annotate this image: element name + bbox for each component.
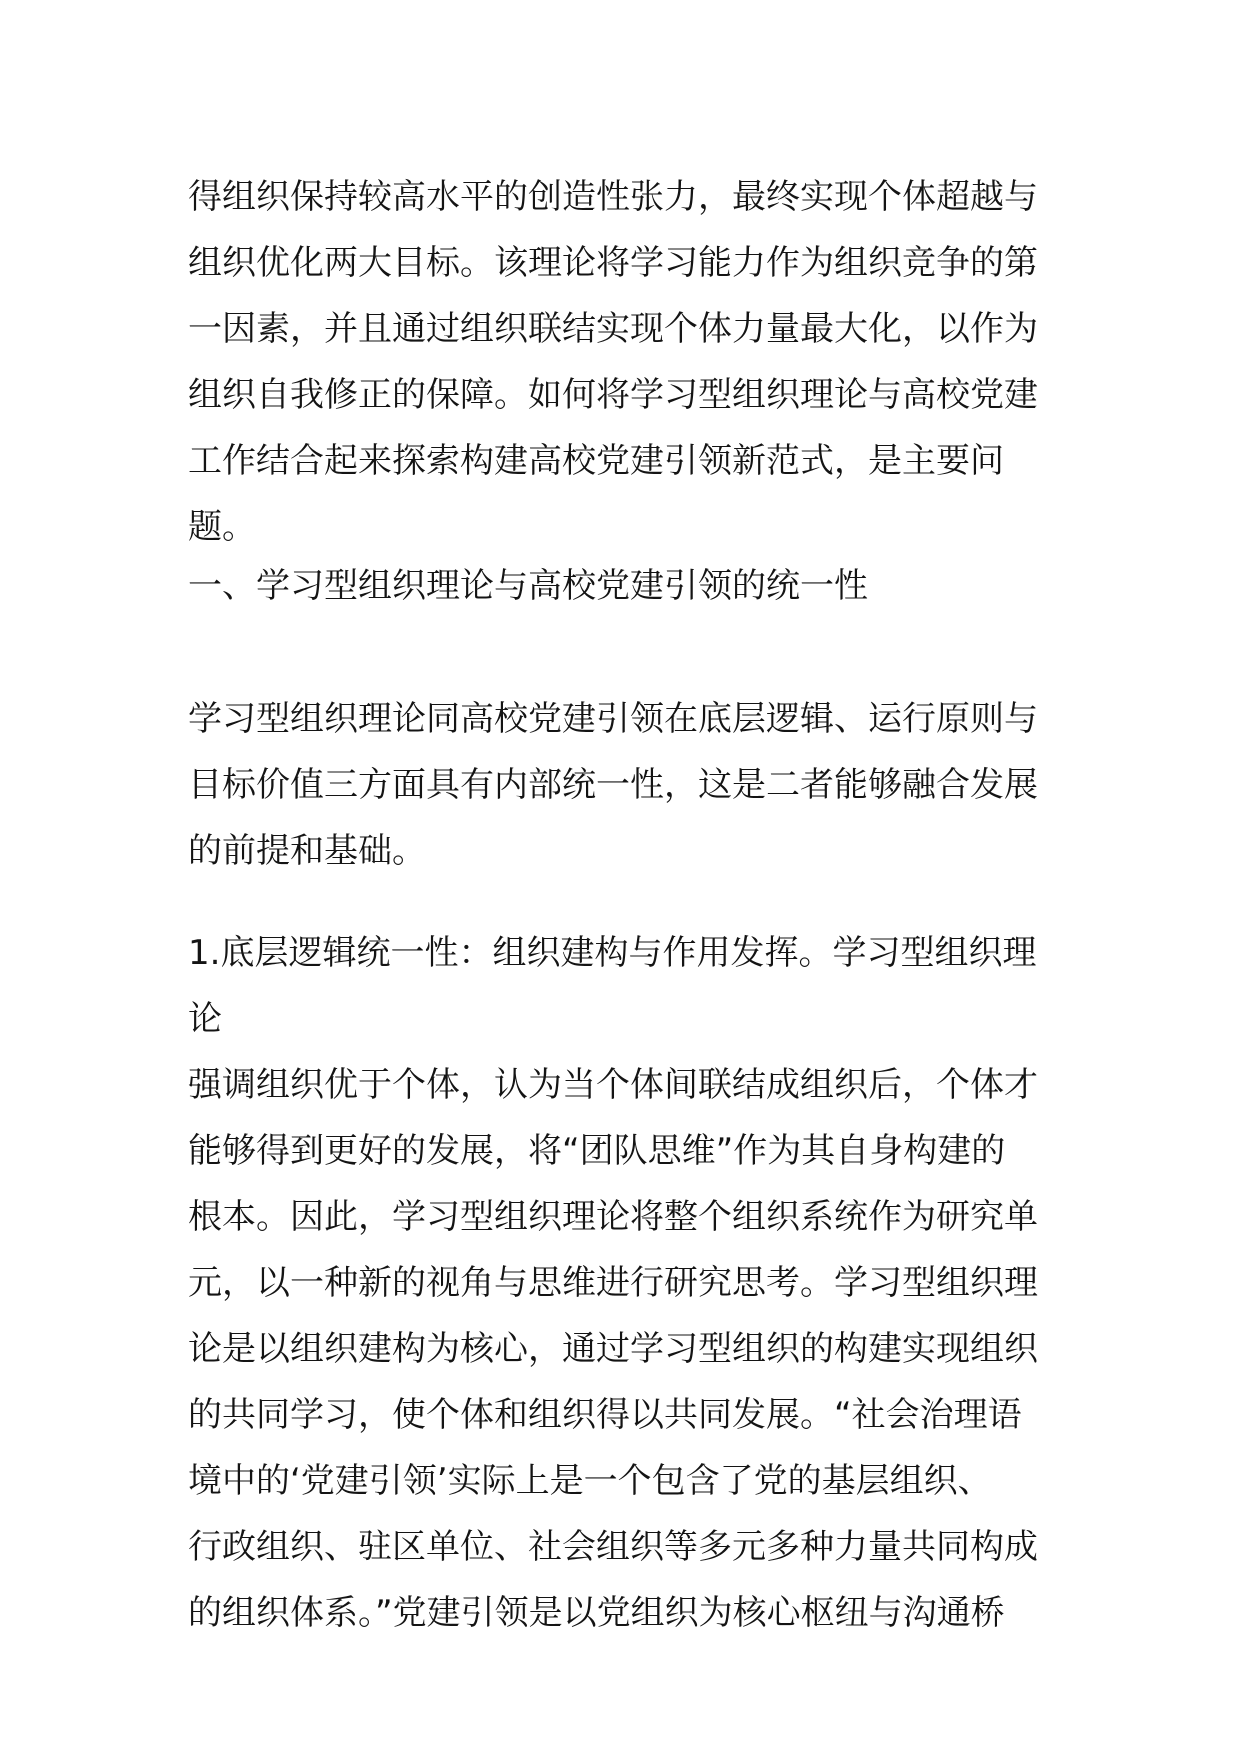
- paragraph-2: 学习型组织理论同高校党建引领在底层逻辑、运行原则与 目标价值三方面具有内部统一性，这是二者能够融合发展 的前提和基础。: [188, 699, 1038, 871]
- paragraph-1: 得组织保持较高水平的创造性张力，最终实现个体超越与 组织优化两大目标。该理论将学习能力作为组织竞争的第 一因素，并且通过组织联结实现个体力量最大化，以作为 组织自我修正的保障。如何将学习型组织理论与高校党建 工作结合起来探索构建高校党建引领新范式，是主要问题。: [188, 177, 1038, 547]
- paragraph-3: 1.底层逻辑统一性：组织建构与作用发挥。学习型组织理论 强调组织优于个体，认为当个体间联结成组织后，个体才 能够得到更好的发展，将“团队思维”作为其自身构建的 根本。因此，学习型组织理论将整个组织系统作为研究单 元，以一种新的视角与思维进行研究思考。学习型组织理 论是以组织建构为核心，通过学习型组织的构建实现组织 的共同学习，使个体和组织得以共同发展。“社会治理语 境中的‘党建引领’实际上是一个包含了党的基层组织、 行政组织、驻区单位、社会组织等多元多种力量共同构成 的组织体系。”党建引领是以党组织为核心枢纽与沟通桥: [188, 933, 1038, 1633]
- section-heading: 一、学习型组织理论与高校党建引领的统一性: [188, 566, 868, 606]
